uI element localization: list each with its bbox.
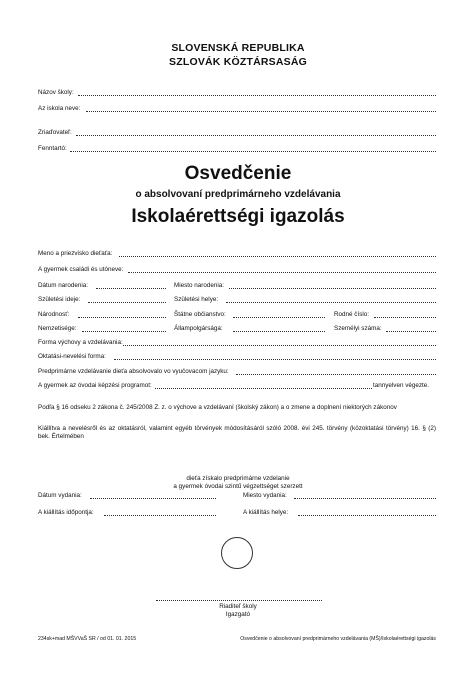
certificate-title-sk: Osvedčenie <box>184 163 292 184</box>
nationality-hu-field[interactable] <box>82 331 166 332</box>
education-form-hu-label: Oktatási-nevelési forma: <box>38 353 106 360</box>
dob-hu-field[interactable] <box>88 302 166 303</box>
school-name-label: Názov školy: <box>38 89 74 96</box>
language-hu-suffix: tannyelven végezte. <box>373 382 430 389</box>
issue-place-field[interactable] <box>294 498 436 499</box>
language-label: Predprimárne vzdelávanie dieťa absolvovalo vo vyučovacom jazyku: <box>38 368 229 375</box>
issue-place-label: Miesto vydania: <box>243 492 287 499</box>
founder-field[interactable] <box>76 135 436 136</box>
owner-field[interactable] <box>70 151 436 152</box>
certificate-title-hu: Iskolaérettségi igazolás <box>131 206 345 227</box>
footer-form-code: 234sk+mad MŠVVaŠ SR / od 01. 01. 2015 <box>38 636 137 642</box>
education-form-field[interactable] <box>123 345 436 346</box>
nationality-label: Národnosť: <box>38 311 70 318</box>
stamp-circle <box>221 537 253 569</box>
education-form-label: Forma výchovy a vzdelávania: <box>38 339 123 346</box>
language-hu-field[interactable] <box>155 388 372 389</box>
citizenship-hu-label: Állampolgársága: <box>174 325 223 332</box>
owner-label: Fenntartó: <box>38 145 67 152</box>
citizenship-hu-field[interactable] <box>233 331 325 332</box>
country-title-sk: SLOVENSKÁ REPUBLIKA <box>171 42 305 54</box>
footer-document-title: Osvedčenie o absolvovaní predprimárneho vzdelávania (MŠ)/Iskolaérettségi igazolás <box>240 636 436 642</box>
legal-text-sk: Podľa § 16 odseku 2 zákona č. 245/2008 Z. z. o výchove a vzdelávaní (školský zákon) a o zmene a doplnení niektorých zákonov <box>38 404 397 411</box>
issue-date-hu-label: A kiállítás időpontja: <box>38 509 94 516</box>
founder-label: Zriaďovateľ: <box>38 129 72 136</box>
issue-date-field[interactable] <box>90 498 216 499</box>
child-name-label: Meno a priezvisko dieťaťa: <box>38 250 113 257</box>
birth-number-field[interactable] <box>374 317 436 318</box>
school-name-field[interactable] <box>78 95 436 96</box>
country-title-hu: SZLOVÁK KÖZTÁRSASÁG <box>169 56 307 68</box>
child-name-hu-field[interactable] <box>128 272 436 273</box>
pob-field[interactable] <box>229 288 436 289</box>
personal-number-hu-field[interactable] <box>386 331 436 332</box>
certificate-subtitle-sk: o absolvovaní predprimárneho vzdelávania <box>135 189 341 200</box>
pob-hu-field[interactable] <box>226 302 436 303</box>
nationality-field[interactable] <box>78 317 166 318</box>
education-form-hu-field[interactable] <box>114 359 436 360</box>
pob-label: Miesto narodenia: <box>174 282 225 289</box>
pob-hu-label: Születési helye: <box>174 296 219 303</box>
issue-date-label: Dátum vydania: <box>38 492 82 499</box>
child-name-field[interactable] <box>119 256 436 257</box>
personal-number-hu-label: Személyi száma: <box>334 325 382 332</box>
dob-field[interactable] <box>96 288 166 289</box>
issue-place-hu-label: A kiállítás helye: <box>243 509 289 516</box>
legal-text-hu: Kiállítva a nevelésről és az oktatásról, valamint egyéb törvények módosításáról szóló 2008. évi 245. törvény (közoktatási törvény) 16. § (2) bek. Értelmében <box>38 425 436 440</box>
child-name-hu-label: A gyermek családi és utóneve: <box>38 266 124 273</box>
signature-line[interactable] <box>156 600 322 601</box>
language-hu-label: A gyermek az óvodai képzési programot: <box>38 382 152 389</box>
dob-hu-label: Születési ideje: <box>38 296 81 303</box>
nationality-hu-label: Nemzetisége: <box>38 325 77 332</box>
citizenship-field[interactable] <box>233 317 325 318</box>
issue-date-hu-field[interactable] <box>104 515 216 516</box>
statement-sk: dieťa získalo predprimárne vzdelanie <box>186 475 290 482</box>
language-field[interactable] <box>236 374 436 375</box>
citizenship-label: Štátne občianstvo: <box>174 311 226 318</box>
signature-role-sk: Riaditeľ školy <box>219 603 257 610</box>
signature-role-hu: Igazgató <box>225 611 251 618</box>
statement-hu: a gyermek óvodai szintű végzettséget szerzett <box>173 483 303 490</box>
birth-number-label: Rodné číslo: <box>334 311 370 318</box>
school-name-hu-field[interactable] <box>86 111 436 112</box>
school-name-hu-label: Az iskola neve: <box>38 105 81 112</box>
dob-label: Dátum narodenia: <box>38 282 89 289</box>
issue-place-hu-field[interactable] <box>298 515 436 516</box>
